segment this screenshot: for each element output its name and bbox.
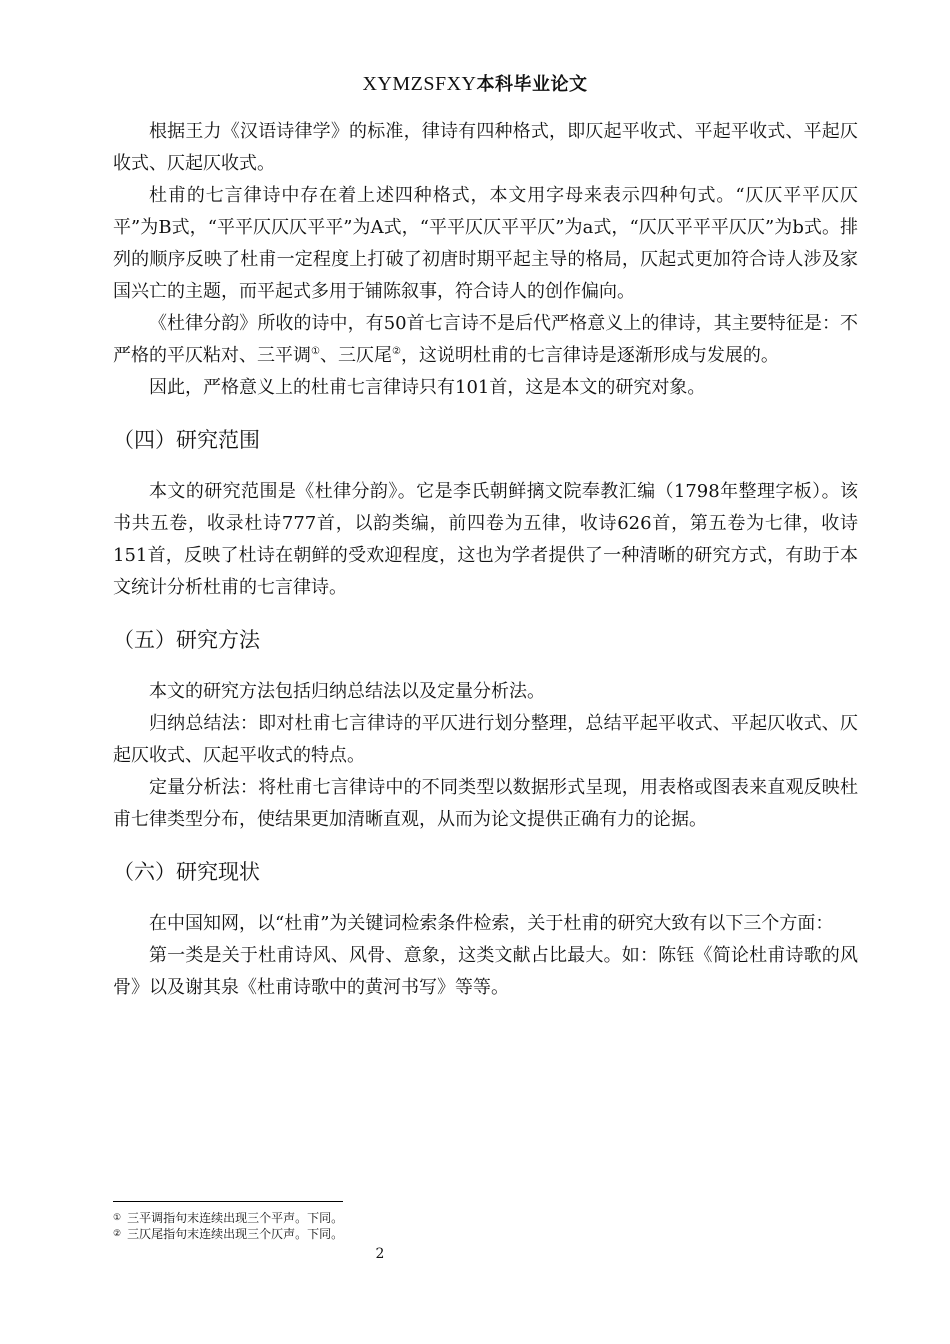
paragraph-text-part: ，这说明杜甫的七言律诗是逐渐形成与发展的。 [400, 345, 779, 366]
paragraph-methods-intro: 本文的研究方法包括归纳总结法以及定量分析法。 [149, 681, 545, 702]
footnote-separator [113, 1201, 343, 1202]
footnote-ref-2[interactable]: ② [391, 346, 401, 357]
paragraph-first-category: 第一类是关于杜甫诗风、风骨、意象，这类文献占比最大。如：陈钰《简论杜甫诗歌的风骨》以及谢其泉《杜甫诗歌中的黄河书写》等等。 [113, 945, 858, 998]
footnote-mark: ① [113, 1213, 122, 1223]
paragraph-text-part: 、三仄尾 [319, 345, 392, 366]
page-header [0, 70, 950, 96]
footnote-ref-1[interactable]: ① [311, 346, 320, 357]
paragraph-quantitative-method: 定量分析法：将杜甫七言律诗中的不同类型以数据形式呈现，用表格或图表来直观反映杜甫七律类型分布，使结果更加清晰直观，从而为论文提供正确有力的论据。 [113, 777, 858, 830]
paragraph-cnki-search: 在中国知网，以“杜甫”为关键词检索条件检索，关于杜甫的研究大致有以下三个方面： [149, 913, 834, 934]
paragraph-lv-li-formats: 根据王力《汉语诗律学》的标准，律诗有四种格式，即仄起平收式、平起平收式、平起仄收式、仄起仄收式。 [113, 121, 858, 174]
footnote-2 [113, 1226, 858, 1242]
footnote-text: 三平调指句末连续出现三个平声。下同。 [127, 1211, 344, 1225]
footnotes [113, 1210, 858, 1242]
paragraph-du-lu-fen-yun [113, 308, 858, 372]
footnote-mark: ② [113, 1229, 122, 1239]
footnote-1 [113, 1210, 858, 1226]
paragraph-scope: 本文的研究范围是《杜律分韵》。它是李氏朝鲜摛文院奉教汇编（1798年整理字板）。该书共五卷，收录杜诗777首，以韵类编，前四卷为五律，收诗626首，第五卷为七律，收诗151首，反映了杜诗在朝鲜的受欢迎程度，这也为学者提供了一种清晰的研究方式，有助于本文统计分析杜甫的七言律诗。 [113, 481, 858, 598]
section-heading-scope: （四）研究范围 [113, 428, 260, 452]
paragraph-text-part: 《杜律分韵》所收的诗中，有50首七言诗不是后代严格意义上的律诗，其主要特征是：不严格的平仄粘对、三平调 [113, 313, 858, 366]
header-title-latin: XYMZSFXY [362, 73, 477, 95]
section-heading-methods: （五）研究方法 [113, 628, 260, 652]
footnote-text: 三仄尾指句末连续出现三个仄声。下同。 [127, 1227, 344, 1241]
paragraph-inductive-method: 归纳总结法：即对杜甫七言律诗的平仄进行划分整理，总结平起平收式、平起仄收式、仄起仄收式、仄起平收式的特点。 [113, 713, 858, 766]
page-number: 2 [375, 1246, 385, 1262]
paragraph-research-object: 因此，严格意义上的杜甫七言律诗只有101首，这是本文的研究对象。 [149, 377, 706, 398]
section-heading-status: （六）研究现状 [113, 860, 260, 884]
paragraph-four-patterns: 杜甫的七言律诗中存在着上述四种格式，本文用字母来表示四种句式。“仄仄平平仄仄平”为B式，“平平仄仄仄平平”为A式，“平平仄仄平平仄”为a式，“仄仄平平平仄仄”为b式。排列的顺序反映了杜甫一定程度上打破了初唐时期平起主导的格局，仄起式更加符合诗人涉及家国兴亡的主题，而平起式多用于铺陈叙事，符合诗人的创作偏向。 [113, 185, 858, 302]
header-title-cn: 本科毕业论文 [476, 74, 588, 95]
document-body [113, 116, 858, 1004]
